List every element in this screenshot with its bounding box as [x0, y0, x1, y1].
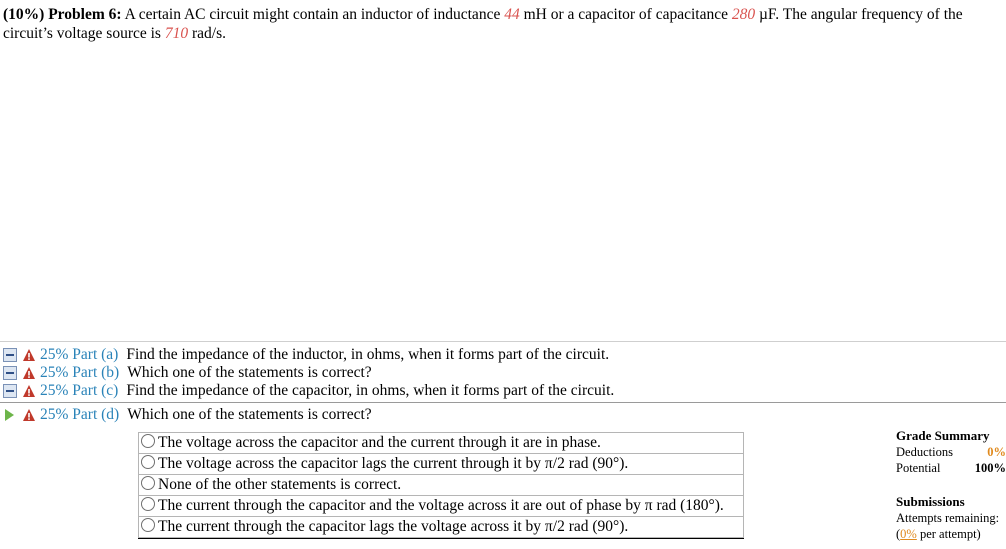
part-b-tag[interactable]: 25% Part (b)	[40, 364, 120, 381]
grade-summary-title: Grade Summary	[896, 428, 990, 443]
radio-button[interactable]	[141, 434, 155, 448]
per-attempt-text: per attempt)	[919, 527, 981, 541]
radio-button[interactable]	[141, 476, 155, 490]
options-bottom-rule	[138, 538, 744, 539]
part-d-row[interactable]	[3, 406, 372, 424]
grade-summary	[896, 428, 1006, 476]
problem-text-1: A certain AC circuit might contain an inductor of inductance	[124, 6, 501, 23]
part-c-text: Find the impedance of the capacitor, in ohms, when it forms part of the circuit.	[126, 382, 615, 399]
answer-option[interactable]	[139, 454, 744, 475]
option-label[interactable]: The current through the capacitor lags the voltage across it by π/2 rad (90°).	[158, 518, 629, 535]
part-a-text: Find the impedance of the inductor, in ohms, when it forms part of the circuit.	[126, 346, 610, 363]
problem-text-4: rad/s.	[191, 25, 226, 42]
parts-divider	[0, 402, 1006, 403]
collapse-icon[interactable]	[3, 348, 17, 362]
part-c-row[interactable]	[3, 382, 614, 400]
submissions-panel	[896, 494, 1006, 542]
radio-button[interactable]	[141, 518, 155, 532]
warning-icon	[22, 384, 36, 398]
option-label[interactable]: The voltage across the capacitor lags the current through it by π/2 rad (90°).	[158, 455, 629, 472]
collapse-icon[interactable]	[3, 366, 17, 380]
answer-option[interactable]	[139, 496, 744, 517]
angular-frequency-value: 710	[164, 25, 189, 42]
part-a-tag[interactable]: 25% Part (a)	[40, 346, 119, 363]
deductions-label: Deductions	[896, 445, 953, 459]
part-d-tag[interactable]: 25% Part (d)	[40, 406, 120, 423]
radio-button[interactable]	[141, 497, 155, 511]
problem-text-2: mH or a capacitor of capacitance	[523, 6, 728, 23]
part-c-tag[interactable]: 25% Part (c)	[40, 382, 119, 399]
option-label[interactable]: The voltage across the capacitor and the current through it are in phase.	[158, 434, 601, 451]
potential-value: 100%	[974, 461, 1006, 475]
part-a-row[interactable]	[3, 346, 609, 364]
warning-icon	[22, 366, 36, 380]
parts-top-divider	[0, 341, 1006, 342]
warning-icon	[22, 408, 36, 422]
warning-icon	[22, 348, 36, 362]
per-attempt-percent: 0%	[900, 527, 917, 541]
answer-option[interactable]	[139, 433, 744, 454]
answer-option[interactable]	[139, 475, 744, 496]
option-label[interactable]: None of the other statements is correct.	[158, 476, 402, 493]
inductance-value: 44	[504, 6, 520, 23]
deductions-value: 0%	[987, 445, 1006, 459]
problem-label: (10%) Problem 6:	[3, 6, 122, 23]
expand-play-icon[interactable]	[3, 408, 17, 422]
problem-text-3: µF. The angular frequency of the circuit’s voltage source is	[3, 6, 963, 42]
part-d-text: Which one of the statements is correct?	[127, 406, 372, 423]
answer-option[interactable]	[139, 517, 744, 538]
answer-options	[138, 432, 744, 538]
part-b-row[interactable]	[3, 364, 372, 382]
capacitance-value: 280	[731, 6, 756, 23]
problem-statement	[3, 5, 1006, 43]
submissions-title: Submissions	[896, 494, 965, 509]
collapse-icon[interactable]	[3, 384, 17, 398]
radio-button[interactable]	[141, 455, 155, 469]
option-label[interactable]: The current through the capacitor and the voltage across it are out of phase by π rad (180°).	[158, 497, 724, 514]
part-b-text: Which one of the statements is correct?	[127, 364, 372, 381]
potential-label: Potential	[896, 461, 941, 475]
attempts-remaining-label: Attempts remaining:	[896, 511, 1000, 525]
per-attempt-note: (0% per attempt)	[896, 527, 981, 541]
